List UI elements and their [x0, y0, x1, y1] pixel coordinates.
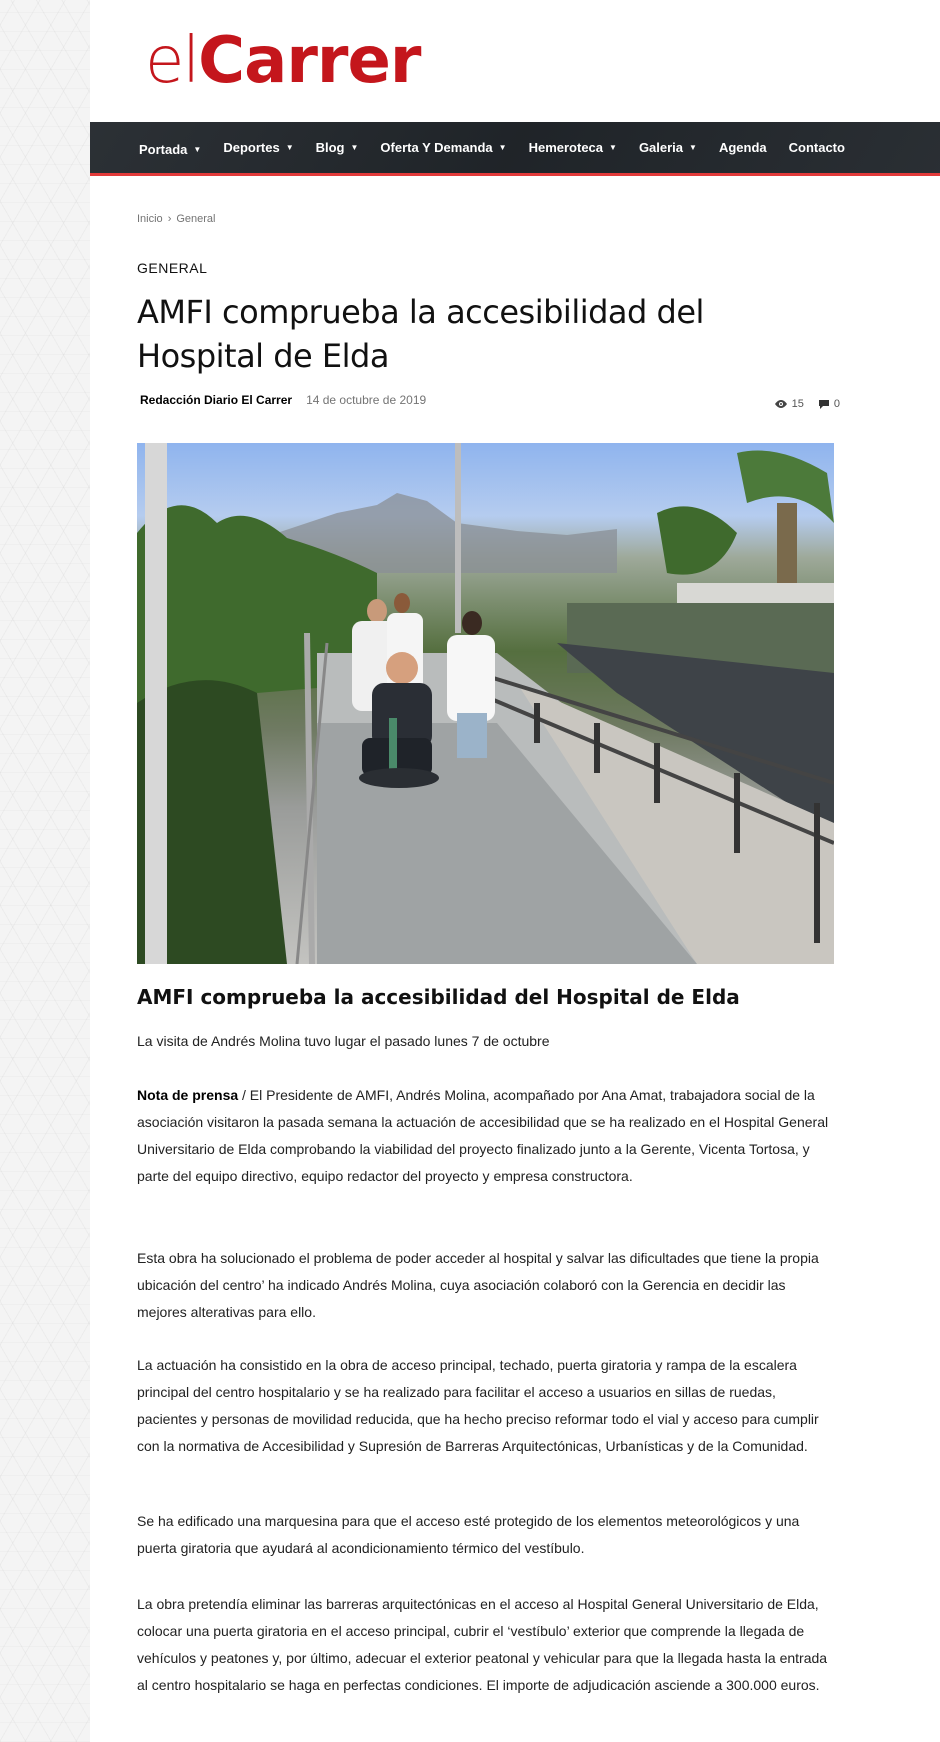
main-navigation — [90, 122, 940, 176]
breadcrumb-separator: › — [167, 213, 172, 225]
photo-illustration — [137, 443, 834, 964]
chevron-down-icon: ▼ — [689, 143, 697, 152]
nav-item-blog[interactable] — [316, 140, 359, 155]
article-paragraph-4: Se ha edificado una marquesina para que el acceso esté protegido de los elementos meteorológicos y una puerta giratoria que ayudará al acondicionamiento térmico del vestíbulo. — [137, 1513, 800, 1556]
views-value: 15 — [791, 398, 804, 410]
nav-label: Oferta Y Demanda — [380, 140, 493, 155]
article-lead: La visita de Andrés Molina tuvo lugar el pasado lunes 7 de octubre — [137, 1033, 550, 1049]
chevron-down-icon: ▼ — [498, 143, 507, 152]
article-meta — [140, 393, 426, 407]
comments-count[interactable] — [818, 398, 840, 410]
breadcrumb-home[interactable]: Inicio — [137, 213, 163, 225]
chevron-down-icon: ▼ — [285, 143, 294, 152]
nav-item-contacto[interactable] — [789, 140, 845, 155]
article-stats — [774, 398, 840, 410]
article-paragraph-2: Esta obra ha solucionado el problema de poder acceder al hospital y salvar las dificultades que tiene la propia ubicación del centro’ ha indicado Andrés Molina, cuya asociación colaboró con la Gerencia en decidir las mejores alterativas para ello. — [137, 1250, 819, 1320]
article-paragraph-5: La obra pretendía eliminar las barreras arquitectónicas en el acceso al Hospital General Universitario de Elda, colocar una puerta giratoria en el acceso principal, cubrir el ‘vestíbulo’ exterior que comprende la llegada de vehículos y peatones y, por último, adecuar el exterior peatonal y vehicular para que la llegada hasta la entrada al centro hospitalario se haga en perfectas condiciones. El importe de adjudicación asciende a 300.000 euros. — [137, 1596, 828, 1693]
press-note-label: Nota de prensa — [137, 1087, 239, 1103]
breadcrumb — [137, 213, 216, 225]
nav-item-portada[interactable] — [139, 142, 201, 157]
publish-date: 14 de octubre de 2019 — [306, 393, 427, 407]
chevron-down-icon: ▼ — [193, 145, 202, 154]
chevron-down-icon: ▼ — [350, 143, 359, 152]
nav-label: Portada — [139, 142, 188, 157]
nav-item-galeria[interactable] — [639, 140, 697, 155]
category-label[interactable]: GENERAL — [137, 260, 208, 276]
nav-label: Blog — [315, 140, 345, 155]
author-name[interactable]: Redacción Diario El Carrer — [140, 393, 293, 407]
nav-item-oferta-demanda[interactable] — [380, 140, 506, 155]
nav-label: Hemeroteca — [528, 140, 604, 155]
comments-value: 0 — [833, 398, 840, 410]
views-count — [774, 398, 804, 410]
nav-item-agenda[interactable] — [719, 140, 767, 155]
article-photo — [137, 443, 834, 964]
comment-icon — [818, 399, 830, 410]
paragraph-1-text: / El Presidente de AMFI, Andrés Molina, acompañado por Ana Amat, trabajadora social de la asociación visitaron la pasada semana la actuación de accesibilidad que se ha realizado en el Hospital General Universitario de Elda comprobando la viabilidad del proyecto finalizado junto a la Gerente, Vicenta Tortosa, y parte del equipo directivo, equipo redactor del proyecto y empresa constructora. — [137, 1087, 829, 1184]
nav-label: Contacto — [788, 140, 845, 155]
nav-item-hemeroteca[interactable] — [529, 140, 617, 155]
nav-label: Deportes — [223, 140, 280, 155]
article-paragraph-3: La actuación ha consistido en la obra de acceso principal, techado, puerta giratoria y rampa de la escalera principal del centro hospitalario y se ha realizado para facilitar el acceso a usuarios en sillas de ruedas, pacientes y personas de movilidad reducida, que ha hecho preciso reformar todo el vial y acceso para cumplir con la normativa de Accesibilidad y Supresión de Barreras Arquitectónicas, Urbanísticas y de la Comunidad. — [137, 1357, 819, 1454]
article-paragraph-1 — [137, 1082, 837, 1190]
breadcrumb-current[interactable]: General — [176, 213, 216, 225]
logo-carrer: Carrer — [198, 24, 421, 98]
article-subtitle: AMFI comprueba la accesibilidad del Hospital de Elda — [137, 985, 740, 1009]
article-title: AMFI comprueba la accesibilidad del Hospital de Elda — [137, 293, 704, 375]
page — [90, 0, 940, 1742]
eye-icon — [774, 399, 788, 409]
nav-item-deportes[interactable] — [223, 140, 293, 155]
nav-label: Agenda — [718, 140, 767, 155]
site-logo[interactable] — [145, 24, 421, 98]
chevron-down-icon: ▼ — [609, 143, 617, 152]
logo-el: el — [145, 24, 199, 98]
nav-label: Galeria — [638, 140, 684, 155]
